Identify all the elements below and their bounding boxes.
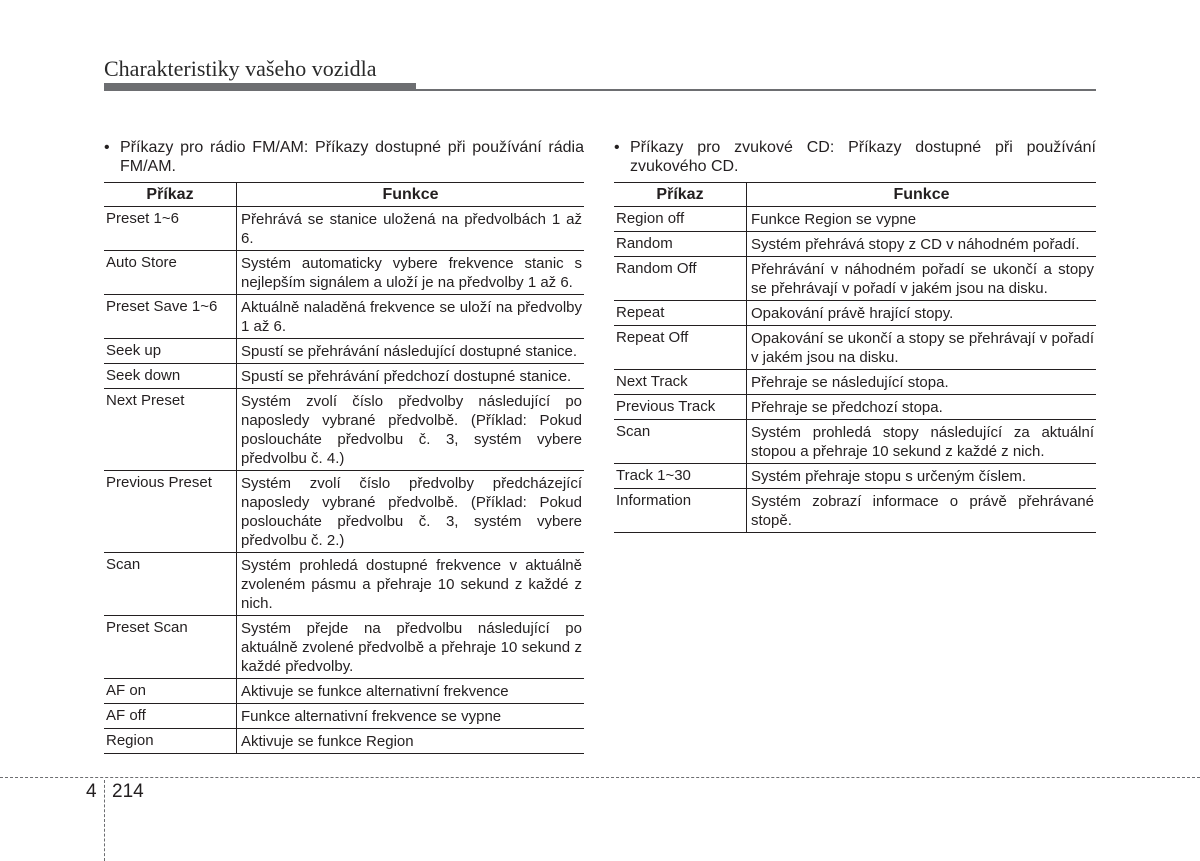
table-row: [104, 471, 584, 553]
page-number: 214: [112, 781, 144, 802]
header-rule-thin: [416, 89, 1096, 91]
cd-table-body: [614, 207, 1096, 533]
table-row: [614, 464, 1096, 489]
table-row: [104, 207, 584, 251]
command-cell: Repeat Off: [614, 326, 747, 370]
command-cell: Region: [104, 729, 237, 754]
table-row: [614, 370, 1096, 395]
table-row: [614, 326, 1096, 370]
function-cell: Spustí se přehrávání následující dostupné stanice.: [237, 339, 585, 364]
command-cell: Seek down: [104, 364, 237, 389]
radio-intro-text: Příkazy pro rádio FM/AM: Příkazy dostupné při používání rádia FM/AM.: [120, 139, 584, 175]
table-row: [614, 395, 1096, 420]
table-row: [104, 364, 584, 389]
right-column: [614, 138, 1096, 533]
command-cell: Random: [614, 232, 747, 257]
footer-dashed-rule: [0, 777, 1200, 778]
function-cell: Přehraje se následující stopa.: [747, 370, 1097, 395]
function-cell: Opakování právě hrající stopy.: [747, 301, 1097, 326]
header-rule-thick: [104, 83, 416, 91]
section-number: 4: [86, 781, 97, 802]
command-cell: Preset 1~6: [104, 207, 237, 251]
table-row: [614, 489, 1096, 533]
table-row: [614, 257, 1096, 301]
command-cell: Information: [614, 489, 747, 533]
command-cell: Scan: [104, 553, 237, 616]
function-cell: Systém zvolí číslo předvolby následující po naposledy vybrané předvolbě. (Příklad: Pokud posloucháte předvolbu č. 3, systém vybere předvolbu č. 4.): [237, 389, 585, 471]
page-header-title: Charakteristiky vašeho vozidla: [104, 56, 377, 81]
function-cell: Systém přehrává stopy z CD v náhodném pořadí.: [747, 232, 1097, 257]
radio-commands-table: [104, 182, 584, 754]
bullet: •: [614, 139, 620, 156]
function-cell: Spustí se přehrávání předchozí dostupné stanice.: [237, 364, 585, 389]
function-cell: Opakování se ukončí a stopy se přehrávají v pořadí v jakém jsou na disku.: [747, 326, 1097, 370]
function-cell: Přehrávání v náhodném pořadí se ukončí a stopy se přehrávají v pořadí v jakém jsou na disku.: [747, 257, 1097, 301]
left-column: [104, 138, 584, 754]
table-row: [104, 553, 584, 616]
function-cell: Přehrává se stanice uložená na předvolbách 1 až 6.: [237, 207, 585, 251]
radio-table-body: [104, 207, 584, 754]
table-row: [614, 232, 1096, 257]
table-row: [614, 420, 1096, 464]
function-cell: Aktivuje se funkce Region: [237, 729, 585, 754]
table-row: [104, 339, 584, 364]
function-cell: Systém přejde na předvolbu následující po aktuálně zvolené předvolbě a přehraje 10 sekund z každé předvolby.: [237, 616, 585, 679]
command-cell: Track 1~30: [614, 464, 747, 489]
function-cell: Aktuálně naladěná frekvence se uloží na předvolby 1 až 6.: [237, 295, 585, 339]
cd-commands-table: [614, 182, 1096, 533]
table-row: [104, 729, 584, 754]
footer-dashed-margin: [104, 780, 105, 861]
command-cell: Previous Track: [614, 395, 747, 420]
command-cell: Repeat: [614, 301, 747, 326]
table-row: [104, 704, 584, 729]
table-row: [104, 679, 584, 704]
cd-intro-text: Příkazy pro zvukové CD: Příkazy dostupné při používání zvukového CD.: [630, 139, 1096, 175]
function-cell: Systém zobrazí informace o právě přehrávané stopě.: [747, 489, 1097, 533]
function-cell: Aktivuje se funkce alternativní frekvence: [237, 679, 585, 704]
table-row: [104, 295, 584, 339]
command-cell: Preset Save 1~6: [104, 295, 237, 339]
table-row: [104, 616, 584, 679]
command-cell: Region off: [614, 207, 747, 232]
table-row: [614, 301, 1096, 326]
cd-commands-intro: [614, 138, 1096, 176]
radio-commands-intro: [104, 138, 584, 176]
function-cell: Systém zvolí číslo předvolby předcházející naposledy vybrané předvolbě. (Příklad: Pokud posloucháte předvolbu č. 3, systém vybere předvolbu č. 2.): [237, 471, 585, 553]
command-cell: Next Preset: [104, 389, 237, 471]
command-cell: Seek up: [104, 339, 237, 364]
command-cell: Scan: [614, 420, 747, 464]
command-cell: Auto Store: [104, 251, 237, 295]
command-cell: AF off: [104, 704, 237, 729]
command-cell: Previous Preset: [104, 471, 237, 553]
command-cell: AF on: [104, 679, 237, 704]
column-header-function: Funkce: [747, 183, 1097, 207]
command-cell: Next Track: [614, 370, 747, 395]
function-cell: Systém automaticky vybere frekvence stanic s nejlepším signálem a uloží je na předvolby 1 až 6.: [237, 251, 585, 295]
command-cell: Random Off: [614, 257, 747, 301]
bullet: •: [104, 139, 110, 156]
table-row: [614, 207, 1096, 232]
column-header-command: Příkaz: [614, 183, 747, 207]
function-cell: Systém prohledá stopy následující za aktuální stopou a přehraje 10 sekund z každé z nich.: [747, 420, 1097, 464]
function-cell: Funkce Region se vypne: [747, 207, 1097, 232]
table-header-row: [104, 183, 584, 207]
column-header-function: Funkce: [237, 183, 585, 207]
function-cell: Systém prohledá dostupné frekvence v aktuálně zvoleném pásmu a přehraje 10 sekund z každé z nich.: [237, 553, 585, 616]
table-row: [104, 389, 584, 471]
table-row: [104, 251, 584, 295]
table-header-row: [614, 183, 1096, 207]
function-cell: Systém přehraje stopu s určeným číslem.: [747, 464, 1097, 489]
column-header-command: Příkaz: [104, 183, 237, 207]
function-cell: Funkce alternativní frekvence se vypne: [237, 704, 585, 729]
command-cell: Preset Scan: [104, 616, 237, 679]
function-cell: Přehraje se předchozí stopa.: [747, 395, 1097, 420]
